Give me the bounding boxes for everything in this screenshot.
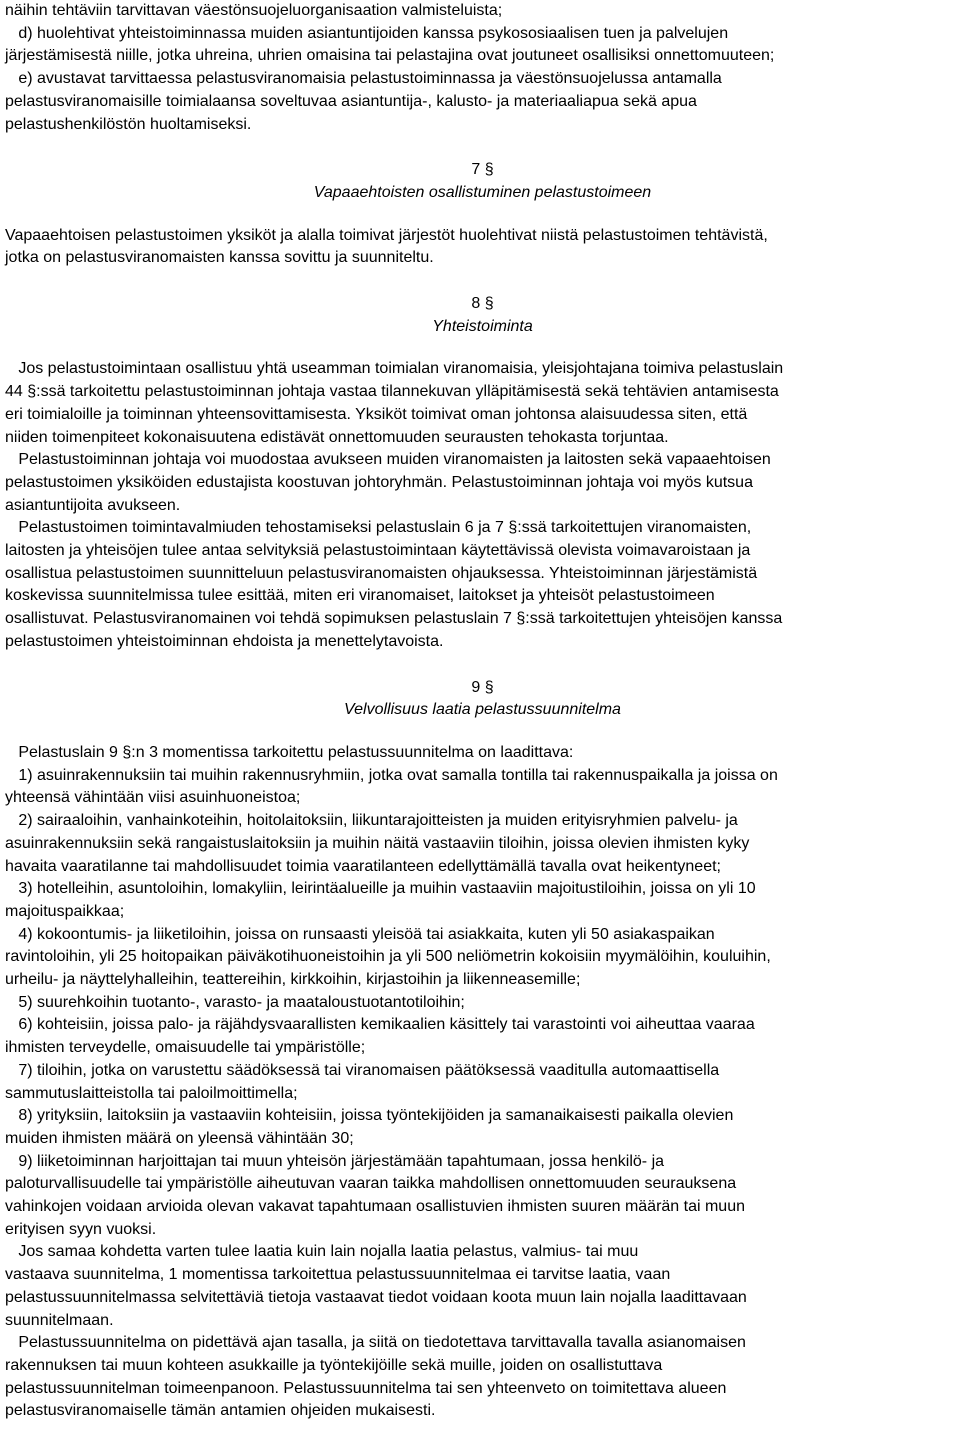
text-line: pelastustoimen yksiköiden edustajista koostuvan johtoryhmän. Pelastustoiminnan johtaja voi myös kutsua — [5, 473, 753, 491]
text-line: urheilu- ja näyttelyhalleihin, teattereihin, kirkkoihin, kirjastoihin ja liikenneasemille; — [5, 971, 581, 989]
text-line: järjestämisestä niille, jotka uhreina, uhrien omaisina tai pelastajina ovat joutuneet osallisiksi onnettomuuteen; — [5, 47, 775, 65]
section-title: Vapaaehtoisten osallistuminen pelastustoimeen — [313, 183, 652, 201]
section-number: 7 § — [471, 161, 494, 179]
text-line: pelastushenkilöstön huoltamiseksi. — [5, 115, 252, 133]
text-line: 6) kohteisiin, joissa palo- ja räjähdysvaarallisten kemikaalien käsittely tai varastointi voi aiheuttaa vaaraa — [5, 1016, 755, 1034]
text-line: vastaava suunnitelma, 1 momentissa tarkoitettua pelastussuunnitelmaa ei tarvitse laatia, vaan — [5, 1266, 671, 1284]
section-9-heading — [5, 677, 960, 722]
text-line: 1) asuinrakennuksiin tai muihin rakennusryhmiin, jotka ovat samalla tontilla tai rakennuspaikalla ja joissa on — [5, 766, 778, 784]
text-line: erityisen syyn vuoksi. — [5, 1220, 157, 1238]
text-line: 3) hotelleihin, asuntoloihin, lomakyliin, leirintäalueille ja muihin vastaaviin majoitustiloihin, joissa on yli 10 — [5, 880, 756, 898]
text-line: jotka on pelastusviranomaisten kanssa sovittu ja suunniteltu. — [5, 249, 434, 267]
text-line: eri toimialoille ja toiminnan yhteensovittamisesta. Yksiköt toimivat oman johtonsa alaisuudessa siten, että — [5, 405, 748, 423]
text-line: muiden ihmisten määrä on yleensä vähintään 30; — [5, 1129, 354, 1147]
text-line: pelastussuunnitelmassa selvitettäviä tietoja vastaavat tiedot voidaan koota muun lain nojalla laadittavaan — [5, 1288, 747, 1306]
text-line: 8) yrityksiin, laitoksiin ja vastaaviin kohteisiin, joissa työntekijöiden ja samanaikaisesti paikalla olevien — [5, 1107, 734, 1125]
section-number: 8 § — [471, 295, 494, 313]
text-line: 44 §:ssä tarkoitettu pelastustoiminnan johtaja vastaa tilannekuvan ylläpitämisestä sekä tehtävien antamisesta — [5, 383, 779, 401]
section-7-body — [5, 225, 960, 270]
text-line: asiantuntijoita avukseen. — [5, 496, 181, 514]
text-line: pelastussuunnitelman toimeenpanoon. Pelastussuunnitelma tai sen yhteenveto on toimitettava alueen — [5, 1379, 727, 1397]
text-line: Pelastussuunnitelma on pidettävä ajan tasalla, ja siitä on tiedotettava tarvittavalla tavalla asianomaisen — [5, 1334, 746, 1352]
section-9-body — [5, 742, 960, 1423]
text-line: asuinrakennuksiin sekä rangaistuslaitoksiin ja muihin näitä vastaaviin tiloihin, joissa olevien ihmisten kyky — [5, 834, 750, 852]
text-line: pelastustoimen yhteistoiminnan ehdoista ja menettelytavoista. — [5, 632, 444, 650]
section-8-body — [5, 358, 960, 653]
text-line: Pelastuslain 9 §:n 3 momentissa tarkoitettu pelastussuunnitelma on laadittava: — [5, 743, 574, 761]
text-line: 7) tiloihin, jotka on varustettu säädöksessä tai viranomaisen päätöksessä vaaditulla automaattisella — [5, 1061, 720, 1079]
text-line: majoituspaikkaa; — [5, 902, 125, 920]
intro-paragraphs — [5, 0, 960, 136]
text-line: Jos pelastustoimintaan osallistuu yhtä useamman toimialan viranomaisia, yleisjohtajana toimiva pelastuslain — [5, 360, 784, 378]
text-line: suunnitelmaan. — [5, 1311, 114, 1329]
text-line: paloturvallisuudelle tai ympäristölle aiheutuvan vaaran taikka mahdollisen onnettomuuden seurauksena — [5, 1175, 737, 1193]
text-line: laitosten ja yhteisöjen tulee antaa selvityksiä pelastustoimintaan käytettävissä olevista voimavaroistaan ja — [5, 542, 751, 560]
text-line: 9) liiketoiminnan harjoittajan tai muun yhteisön järjestämään tapahtumaan, jossa henkilö- ja — [5, 1152, 665, 1170]
section-title: Yhteistoiminta — [432, 317, 533, 335]
text-line: ihmisten terveydelle, omaisuudelle tai ympäristölle; — [5, 1039, 366, 1057]
text-line: Vapaaehtoisen pelastustoimen yksiköt ja alalla toimivat järjestöt huolehtivat niistä pelastustoimen tehtävistä, — [5, 226, 768, 244]
text-line: näihin tehtäviin tarvittavan väestönsuojeluorganisaation valmisteluista; — [5, 2, 503, 19]
text-line: havaita vaaratilanne tai mahdollisuudet toimia vaaratilanteen edellyttämällä tavalla ovat heikentyneet; — [5, 857, 721, 875]
text-line: ravintoloihin, yli 25 hoitopaikan päiväkotihuoneistoihin ja yli 500 neliömetrin kokoisiin myymälöihin, kouluihin, — [5, 948, 771, 966]
text-line: pelastusviranomaisille toimialaansa soveltuvaa asiantuntija-, kalusto- ja materiaaliapua sekä apua — [5, 92, 697, 110]
text-line: 5) suurehkoihin tuotanto-, varasto- ja maataloustuotantotiloihin; — [5, 993, 465, 1011]
text-line: vahinkojen voidaan arvioida olevan vakavat tapahtumaan osallistuvien ihmisten suuren määrän tai muun — [5, 1198, 745, 1216]
section-title: Velvollisuus laatia pelastussuunnitelma — [344, 701, 621, 719]
text-line: pelastusviranomaiselle tämän antamien ohjeiden mukaisesti. — [5, 1402, 436, 1420]
section-8-heading — [5, 293, 960, 338]
text-line: 2) sairaaloihin, vanhainkoteihin, hoitolaitoksiin, liikuntarajoitteisten ja muiden erityisryhmien palvelu- ja — [5, 812, 738, 830]
section-number: 9 § — [471, 678, 494, 696]
text-line: niiden toimenpiteet kokonaisuutena edistävät onnettomuuden seurausten tehokasta torjuntaa. — [5, 428, 669, 446]
section-7-heading — [5, 159, 960, 204]
text-line: d) huolehtivat yhteistoiminnassa muiden asiantuntijoiden kanssa psykososiaalisen tuen ja palvelujen — [5, 24, 729, 42]
text-line: koskevissa suunnitelmissa tulee esittää, miten eri viranomaiset, laitokset ja yhteisöt pelastustoimeen — [5, 587, 715, 605]
text-line: osallistua pelastustoimen suunnitteluun pelastusviranomaisten ohjauksessa. Yhteistoiminnan järjestämistä — [5, 564, 758, 582]
text-line: e) avustavat tarvittaessa pelastusviranomaisia pelastustoiminnassa ja väestönsuojelussa antamalla — [5, 70, 722, 88]
text-line: Jos samaa kohdetta varten tulee laatia kuin lain nojalla laatia pelastus, valmius- tai muu — [5, 1243, 639, 1261]
text-line: Pelastustoiminnan johtaja voi muodostaa avukseen muiden viranomaisten ja laitosten sekä vapaaehtoisen — [5, 451, 771, 469]
text-line: yhteensä vähintään viisi asuinhuoneistoa; — [5, 789, 301, 807]
text-line: Pelastustoimen toimintavalmiuden tehostamiseksi pelastuslain 6 ja 7 §:ssä tarkoitettujen viranomaisten, — [5, 519, 752, 537]
text-line: sammutuslaitteistolla tai paloilmoittimella; — [5, 1084, 298, 1102]
text-line: 4) kokoontumis- ja liiketiloihin, joissa on runsaasti yleisöä tai asiakkaita, kuten yli 50 asiakaspaikan — [5, 925, 715, 943]
text-line: rakennuksen tai muun kohteen asukkaille ja työntekijöille sekä muille, joiden on osallistuttava — [5, 1356, 663, 1374]
text-line: osallistuvat. Pelastusviranomainen voi tehdä sopimuksen pelastuslain 7 §:ssä tarkoitettujen yhteisöjen kanssa — [5, 610, 783, 628]
